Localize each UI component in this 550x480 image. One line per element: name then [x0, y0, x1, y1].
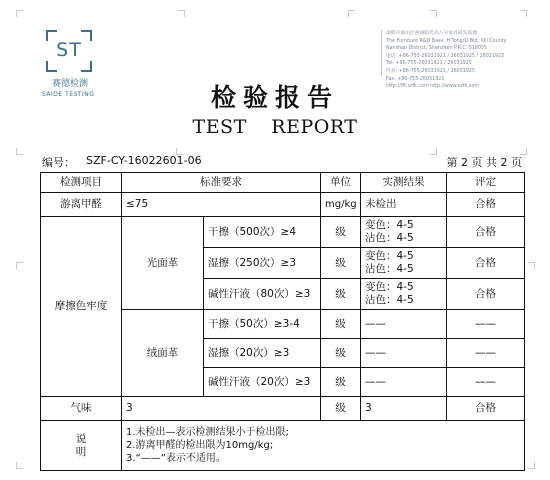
notes-label: [41, 421, 122, 471]
header-item: 检测项目: [41, 173, 122, 193]
item-cell: 摩擦色牢度: [41, 217, 122, 397]
results-table: [40, 172, 525, 471]
notes-label-bottom: 明: [75, 445, 87, 458]
rating-cell: ——: [447, 339, 525, 368]
result-cell: [361, 279, 447, 310]
result-cell: ——: [361, 368, 447, 397]
table-header-row: [41, 173, 525, 193]
corner-mark: [16, 262, 23, 269]
notes-content: [122, 421, 525, 471]
condition-cell: 碱性汗液（20次）≥3: [204, 368, 321, 397]
rating-cell: 合格: [447, 248, 525, 279]
result-line: 变色：4-5: [365, 250, 414, 262]
logo-mark: ST: [56, 39, 82, 61]
condition-cell: 湿擦（250次）≥3: [204, 248, 321, 279]
corner-mark: [178, 10, 185, 17]
unit-cell: 级: [321, 368, 361, 397]
unit-cell: 级: [321, 279, 361, 310]
leather-type-cell: 光面革: [122, 217, 204, 310]
header-standard: 标准要求: [122, 173, 321, 193]
result-cell: ——: [361, 310, 447, 339]
rating-cell: 合格: [447, 193, 525, 217]
result-line: 沾色：4-5: [365, 263, 414, 275]
standard-cell: 3: [122, 397, 321, 421]
condition-cell: 湿擦（20次）≥3: [204, 339, 321, 368]
address-divider: [381, 30, 382, 76]
condition-cell: 干擦（50次）≥3-4: [204, 310, 321, 339]
logo-frame: [46, 30, 92, 72]
corner-mark: [430, 10, 437, 17]
address-line: 深圳市南山区西丽阳光高八号家具研发基地: [386, 31, 478, 36]
logo-name-cn: 赛德检测: [51, 79, 88, 89]
result-cell: 未检出: [361, 193, 447, 217]
report-title-cn: 检验报告: [210, 83, 339, 112]
condition-cell: 碱性汗液（80次）≥3: [204, 279, 321, 310]
corner-mark: [16, 10, 23, 17]
report-number-line: [42, 154, 522, 170]
result-cell: 3: [361, 397, 447, 421]
result-cell: ——: [361, 339, 447, 368]
note-line: 3.“——”表示不适用。: [126, 453, 226, 464]
table-row: [41, 397, 525, 421]
result-line: 变色：4-5: [365, 219, 414, 231]
note-line: 2.游离甲醛的检出限为10mg/kg;: [126, 440, 274, 451]
result-cell: [361, 217, 447, 248]
address-line: 传真: +86-755-26031921 / 26031925: [386, 68, 475, 74]
corner-mark: [348, 10, 355, 17]
item-cell: 游离甲醛: [41, 193, 122, 217]
address-line: 电话: +86-755-26031921 / 26031925 / 26031923: [386, 53, 505, 59]
standard-cell: ≤75: [122, 193, 321, 217]
notes-row: [41, 421, 525, 471]
rating-cell: 合格: [447, 397, 525, 421]
notes-label-top: 说: [75, 432, 87, 445]
rating-cell: ——: [447, 368, 525, 397]
header-rating: 评定: [447, 173, 525, 193]
result-line: 变色：4-5: [365, 281, 414, 293]
unit-cell: 级: [321, 248, 361, 279]
unit-cell: 级: [321, 339, 361, 368]
unit-cell: 级: [321, 217, 361, 248]
leather-type-cell: 绒面革: [122, 310, 204, 397]
corner-mark: [16, 148, 23, 155]
address-line: http://fft.szfk.com http://www.szfk.com: [386, 84, 479, 90]
result-line: 沾色：4-5: [365, 232, 414, 244]
unit-cell: mg/kg: [321, 193, 361, 217]
rating-cell: 合格: [447, 279, 525, 310]
address-line: The Furniture R&D Base, H.Tong/Li Bld. Xili County: [386, 38, 507, 44]
corner-mark: [528, 262, 535, 269]
result-line: 沾色：4-5: [365, 294, 414, 306]
corner-mark: [520, 10, 527, 17]
unit-cell: 级: [321, 397, 361, 421]
rating-cell: 合格: [447, 217, 525, 248]
condition-cell: 干擦（500次）≥4: [204, 217, 321, 248]
table-row: [41, 193, 525, 217]
table-row: [41, 217, 525, 248]
report-number-label: 编号：: [42, 156, 75, 169]
note-line: 1.未检出—表示检测结果小于检出限;: [126, 427, 289, 438]
report-number-value: SZF-CY-16022601-06: [86, 154, 202, 167]
header-result: 实测结果: [361, 173, 447, 193]
address-line: Nanshan District, Shenzhen P.R.C. 518055: [386, 46, 488, 52]
result-cell: [361, 248, 447, 279]
unit-cell: 级: [321, 310, 361, 339]
report-title-en: TEST REPORT: [192, 116, 358, 138]
corner-mark: [16, 462, 23, 469]
corner-mark: [528, 462, 535, 469]
page-info: 第 2 页 共 2 页: [446, 156, 522, 169]
logo-name-en: SAIDE TESTING: [42, 91, 95, 98]
item-cell: 气味: [41, 397, 122, 421]
header-unit: 单位: [321, 173, 361, 193]
address-line: Tel: +86-755-26031921 / 26031925: [386, 61, 472, 67]
address-line: Fax: +86-755-26031921: [386, 76, 445, 82]
rating-cell: ——: [447, 310, 525, 339]
